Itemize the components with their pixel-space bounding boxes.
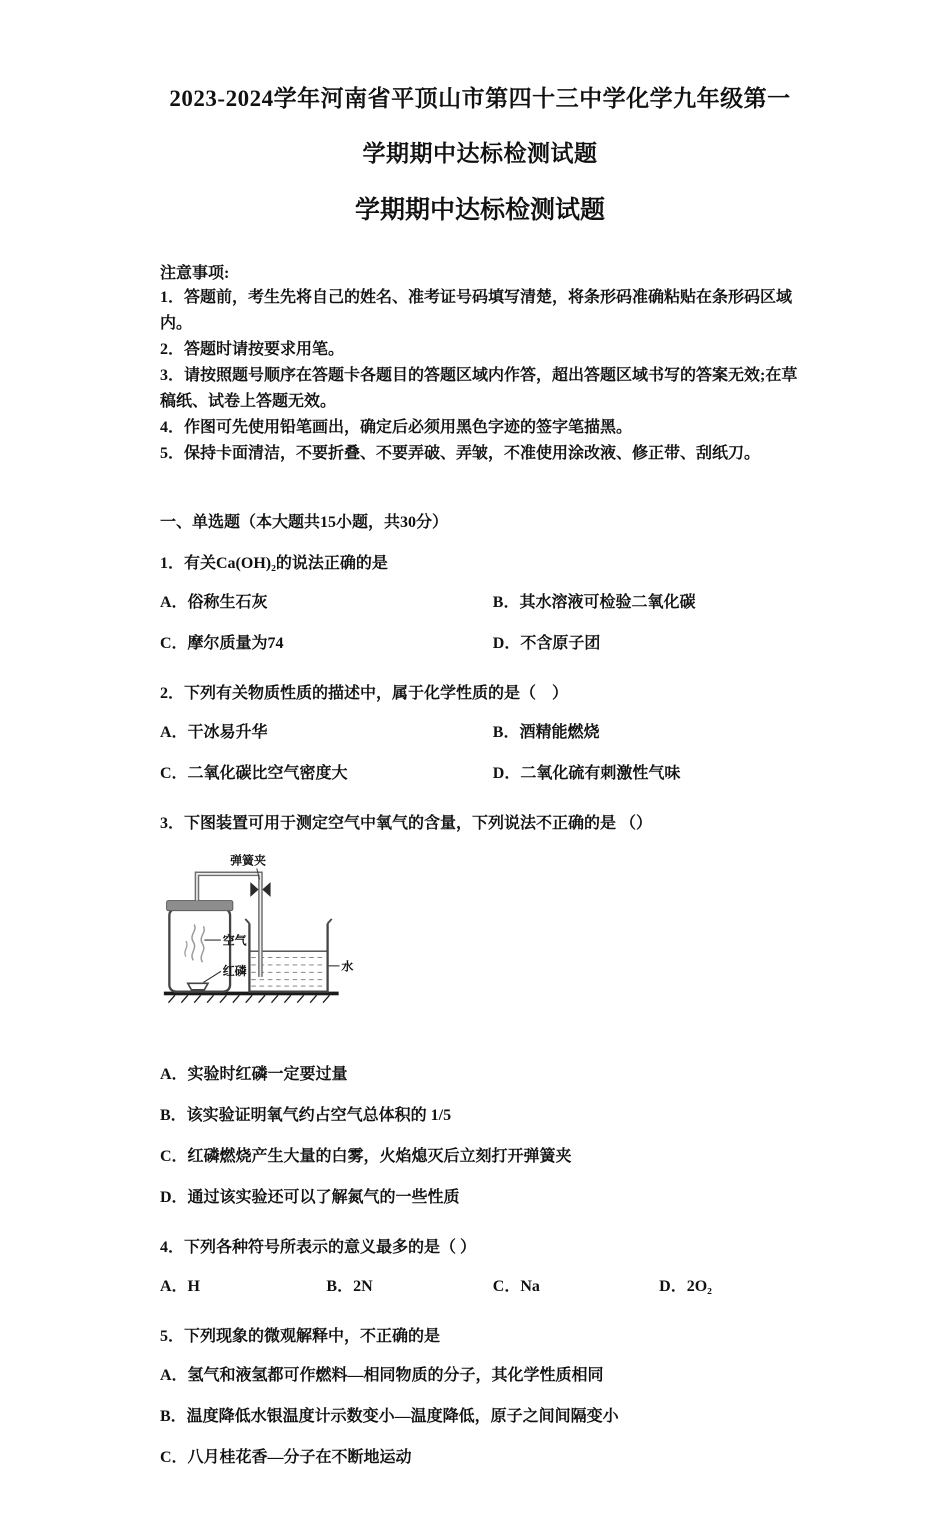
question-3-options bbox=[160, 1052, 800, 1216]
notice-item-2: 2．答题时请按要求用笔。 bbox=[160, 341, 345, 358]
question-4-option-b: B．2N bbox=[326, 1278, 373, 1295]
question-5-option-a: A．氢气和液氢都可作燃料—相同物质的分子，其化学性质相同 bbox=[160, 1367, 604, 1384]
question-1-option-b: B．其水溶液可检验二氧化碳 bbox=[492, 594, 696, 611]
question-1-option-a: A．俗称生石灰 bbox=[160, 594, 268, 611]
question-2-stem: 2．下列有关物质性质的描述中，属于化学性质的是（ ） bbox=[160, 685, 569, 702]
document-title-line2: 学期期中达标检测试题 bbox=[362, 141, 598, 166]
question-3-option-d: D．通过该实验还可以了解氮气的一些性质 bbox=[160, 1189, 460, 1206]
figure-label-red-phosphorus: 红磷 bbox=[222, 964, 247, 979]
section-heading: 一、单选题（本大题共15小题，共30分） bbox=[160, 514, 449, 531]
question-2-option-d: D．二氧化硫有刺激性气味 bbox=[492, 765, 681, 782]
ground-line bbox=[164, 992, 339, 1003]
question-1-option-d: D．不含原子团 bbox=[492, 635, 601, 652]
question-5 bbox=[160, 1325, 800, 1476]
document-subtitle: 学期期中达标检测试题 bbox=[354, 197, 605, 224]
notice-item-5: 5．保持卡面清洁，不要折叠、不要弄破、弄皱，不准使用涂改液、修正带、刮纸刀。 bbox=[160, 445, 761, 462]
notice-section bbox=[160, 260, 800, 467]
figure-label-air: 空气 bbox=[222, 933, 247, 948]
notice-heading: 注意事项: bbox=[160, 265, 230, 282]
question-1-stem: 1．有关Ca(OH)₂的说法正确的是 bbox=[160, 555, 388, 572]
question-3-option-b: B．该实验证明氧气约占空气总体积的 1/5 bbox=[160, 1107, 452, 1124]
question-3-option-a: A．实验时红磷一定要过量 bbox=[160, 1066, 348, 1083]
question-5-option-c: C．八月桂花香—分子在不断地运动 bbox=[160, 1449, 412, 1466]
question-2 bbox=[160, 682, 800, 792]
question-2-option-b: B．酒精能燃烧 bbox=[492, 724, 600, 741]
notice-item-4: 4．作图可先使用铅笔画出，确定后必须用黑色字迹的签字笔描黑。 bbox=[160, 419, 633, 436]
question-3 bbox=[160, 812, 800, 1216]
notice-item-1: 1．答题前，考生先将自己的姓名、准考证号码填写清楚，将条形码准确粘贴在条形码区域内。 bbox=[160, 289, 793, 332]
question-4 bbox=[160, 1236, 800, 1305]
question-2-option-a: A．干冰易升华 bbox=[160, 724, 268, 741]
figure-label-spring-clip: 弹簧夹 bbox=[230, 853, 266, 868]
question-5-option-b: B．温度降低水银温度计示数变小—温度降低，原子之间间隔变小 bbox=[160, 1408, 619, 1425]
notice-item-3: 3．请按照题号顺序在答题卡各题目的答题区域内作答，超出答题区域书写的答案无效;在草稿纸、试卷上答题无效。 bbox=[160, 367, 798, 410]
question-3-stem: 3．下图装置可用于测定空气中氧气的含量，下列说法不正确的是 （） bbox=[160, 815, 653, 832]
question-5-stem: 5．下列现象的微观解释中，不正确的是 bbox=[160, 1328, 441, 1345]
question-4-option-d: D．2O₂ bbox=[659, 1278, 712, 1295]
q3-figure-container bbox=[162, 848, 800, 1028]
question-4-stem: 4．下列各种符号所表示的意义最多的是（ ） bbox=[160, 1239, 477, 1256]
question-5-options bbox=[160, 1353, 800, 1476]
combustion-dish bbox=[188, 983, 208, 989]
question-1-option-c: C．摩尔质量为74 bbox=[160, 635, 284, 652]
question-4-option-a: A．H bbox=[160, 1278, 201, 1295]
question-4-options bbox=[160, 1264, 800, 1305]
question-1-options bbox=[160, 580, 800, 662]
question-2-options bbox=[160, 710, 800, 792]
question-2-option-c: C．二氧化碳比空气密度大 bbox=[160, 765, 348, 782]
document-title-line1: 2023-2024学年河南省平顶山市第四十三中学化学九年级第一 bbox=[169, 86, 791, 111]
figure-label-water: 水 bbox=[341, 959, 354, 974]
question-4-option-c: C．Na bbox=[492, 1278, 540, 1295]
q3-apparatus-figure bbox=[162, 848, 392, 1023]
question-1 bbox=[160, 552, 800, 662]
question-3-option-c: C．红磷燃烧产生大量的白雾，火焰熄灭后立刻打开弹簧夹 bbox=[160, 1148, 572, 1165]
